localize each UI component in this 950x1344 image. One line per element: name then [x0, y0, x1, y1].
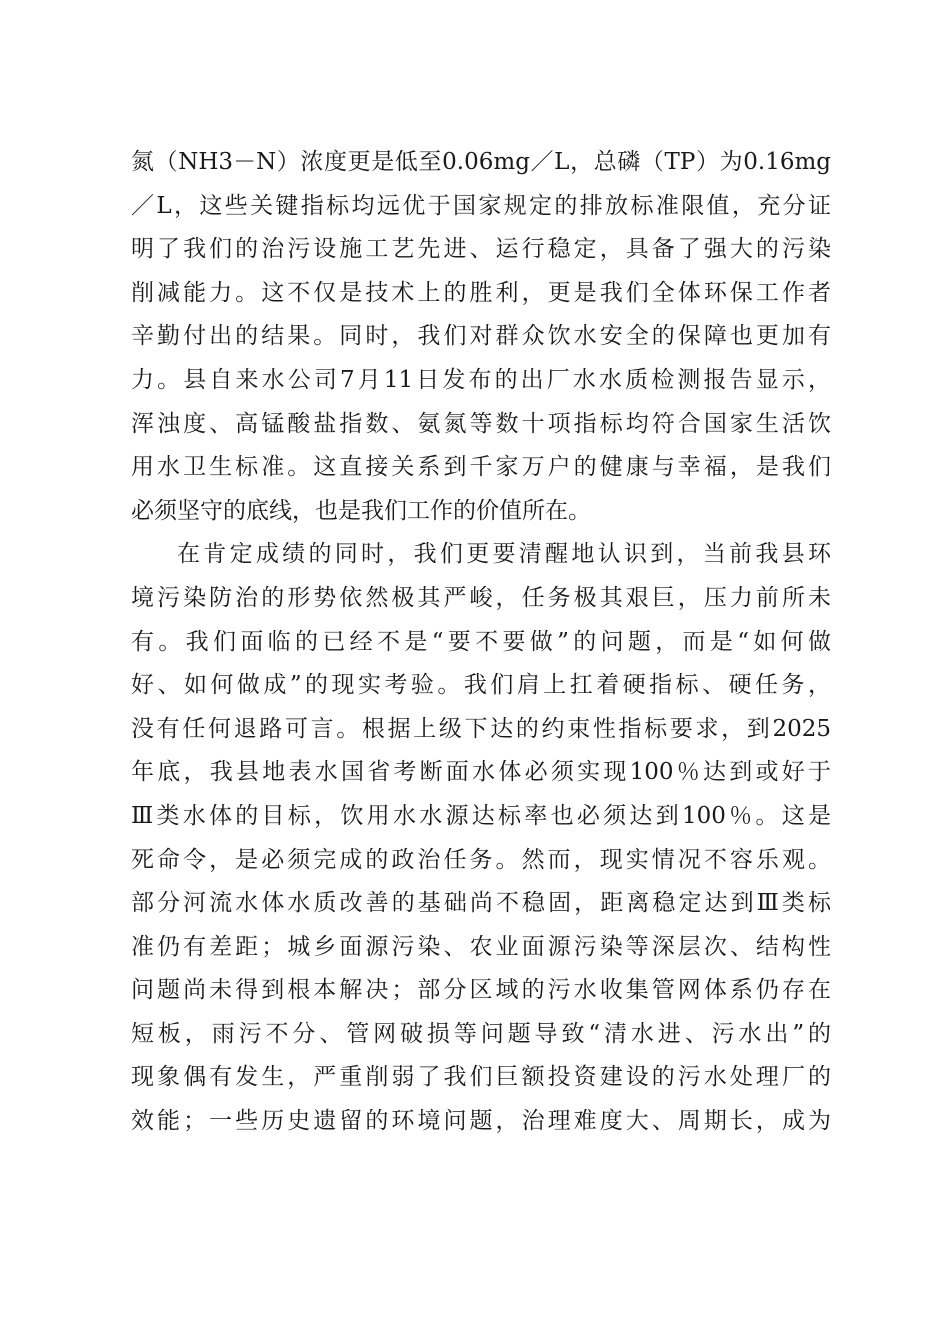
text-line: 辛勤付出的结果。同时，我们对群众饮水安全的保障也更加有 [131, 323, 831, 350]
paragraph-first-line: 在肯定成绩的同时，我们更要清醒地认识到，当前我县环 [177, 541, 831, 568]
text-line: Ⅲ类水体的目标，饮用水水源达标率也必须达到100％。这是 [131, 802, 831, 829]
text-line: 没有任何退路可言。根据上级下达的约束性指标要求，到2025 [131, 715, 831, 742]
text-line: 好、如何做成”的现实考验。我们肩上扛着硬指标、硬任务， [131, 672, 831, 699]
text-line: 境污染防治的形势依然极其严峻，任务极其艰巨，压力前所未 [131, 584, 831, 611]
text-line: 死命令，是必须完成的政治任务。然而，现实情况不容乐观。 [131, 846, 831, 873]
text-line-last: 必须坚守的底线，也是我们工作的价值所在。 [131, 497, 591, 524]
text-line: ／L，这些关键指标均远优于国家规定的排放标准限值，充分证 [131, 192, 831, 219]
text-line: 力。县自来水公司7月11日发布的出厂水水质检测报告显示， [131, 366, 831, 393]
text-line: 明了我们的治污设施工艺先进、运行稳定，具备了强大的污染 [131, 236, 831, 263]
text-line: 用水卫生标准。这直接关系到千家万户的健康与幸福，是我们 [131, 454, 831, 481]
text-line: 年底，我县地表水国省考断面水体必须实现100％达到或好于 [131, 759, 831, 786]
text-line: 部分河流水体水质改善的基础尚不稳固，距离稳定达到Ⅲ类标 [131, 890, 831, 917]
body-text [131, 141, 831, 1144]
text-line: 短板，雨污不分、管网破损等问题导致“清水进、污水出”的 [131, 1020, 831, 1047]
text-line: 问题尚未得到根本解决；部分区域的污水收集管网体系仍存在 [131, 977, 831, 1004]
text-line: 削减能力。这不仅是技术上的胜利，更是我们全体环保工作者 [131, 279, 831, 306]
text-line: 准仍有差距；城乡面源污染、农业面源污染等深层次、结构性 [131, 933, 831, 960]
text-line: 氮（NH3－N）浓度更是低至0.06mg／L，总磷（TP）为0.16mg [131, 149, 831, 175]
text-line: 效能；一些历史遗留的环境问题，治理难度大、周期长，成为 [131, 1108, 831, 1135]
text-line: 现象偶有发生，严重削弱了我们巨额投资建设的污水处理厂的 [131, 1064, 831, 1091]
text-line: 浑浊度、高锰酸盐指数、氨氮等数十项指标均符合国家生活饮 [131, 410, 831, 437]
text-line: 有。我们面临的已经不是“要不要做”的问题，而是“如何做 [131, 628, 831, 655]
